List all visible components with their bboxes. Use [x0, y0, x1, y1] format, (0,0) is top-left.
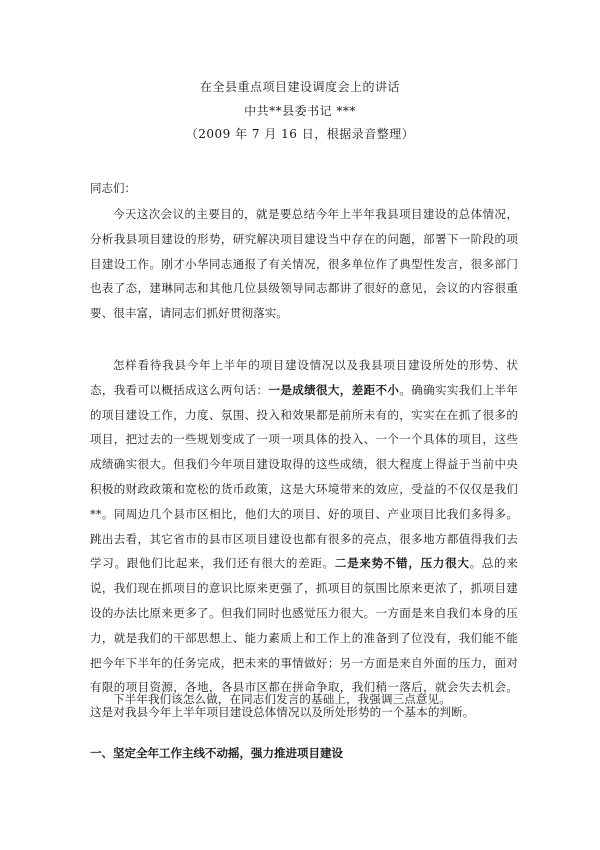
paragraph-2-text-c: 。总的来说，我们现在抓项目的意识比原来更强了，抓项目的氛围比原来更浓了，抓项目建设的办法比原来更多了。但我们同时也感觉压力很大。一方面是来自我们本身的压力，就是我们的干部思想上、能力素质上和工作上的准备到了位没有，我们能不能把今年下半年的任务完成，把未来的事情做好；另一方面是来自外面的压力，面对有限的项目资源，各地，各县市区都在拼命争取，我们稍一落后，就会失去机会。这是对我县今年上半年项目建设总体情况以及所处形势的一个基本的判断。	[90, 556, 518, 720]
document-title: 在全县重点项目建设调度会上的讲话	[199, 80, 400, 94]
document-author: 中共**县委书记 ***	[244, 104, 356, 118]
paragraph-2-bold-a: 一是成绩很大，差距不小	[268, 382, 400, 397]
section-heading: 一、坚定全年工作主线不动摇，强力推进项目建设	[90, 746, 343, 760]
paragraph-1: 今天这次会议的主要目的，就是要总结今年上半年我县项目建设的总体情况，分析我县项目建设的形势，研究解决项目建设当中存在的问题，部署下一阶段的项目建设工作。刚才小华同志通报了有关情况，很多单位作了典型性发言，很多部门也表了态，建琳同志和其他几位县级领导同志都讲了很好的意见，会议的内容很重要、很丰富，请同志们抓好贯彻落实。	[90, 207, 518, 321]
paragraph-2-text-a: 怎样看待我县今年上半年的项目建设情况以及我县项目建设所处的形势、状态，我看可以概括成这么两句话：	[90, 358, 518, 397]
paragraph-2-bold-b: 二是来势不错，压力很大	[334, 556, 470, 571]
paragraph-2	[90, 353, 518, 725]
paragraph-3: 下半年我们该怎么做，在同志们发言的基础上，我强调三点意见。	[113, 692, 451, 706]
paragraph-2-text-b: 。确确实实我们上半年的项目建设工作，力度、氛围、投入和效果都是前所未有的，实实在在抓了很多的项目，把过去的一些规划变成了一项一项具体的投入、一个一个具体的项目，这些成绩确实很大。但我们今年项目建设取得的这些成绩，很大程度上得益于当前中央积极的财政政策和宽松的货币政策，这是大环境带来的效应，受益的不仅仅是我们**。同周边几个县市区相比，他们大的项目、好的项目、产业项目比我们多得多。跳出去看，其它省市的县市区项目建设也都有很多的亮点，很多地方都值得我们去学习。跟他们比起来，我们还有很大的差距。	[90, 382, 519, 571]
document-date-note: （2009 年 7 月 16 日，根据录音整理）	[185, 127, 415, 141]
salutation: 同志们：	[90, 181, 136, 195]
